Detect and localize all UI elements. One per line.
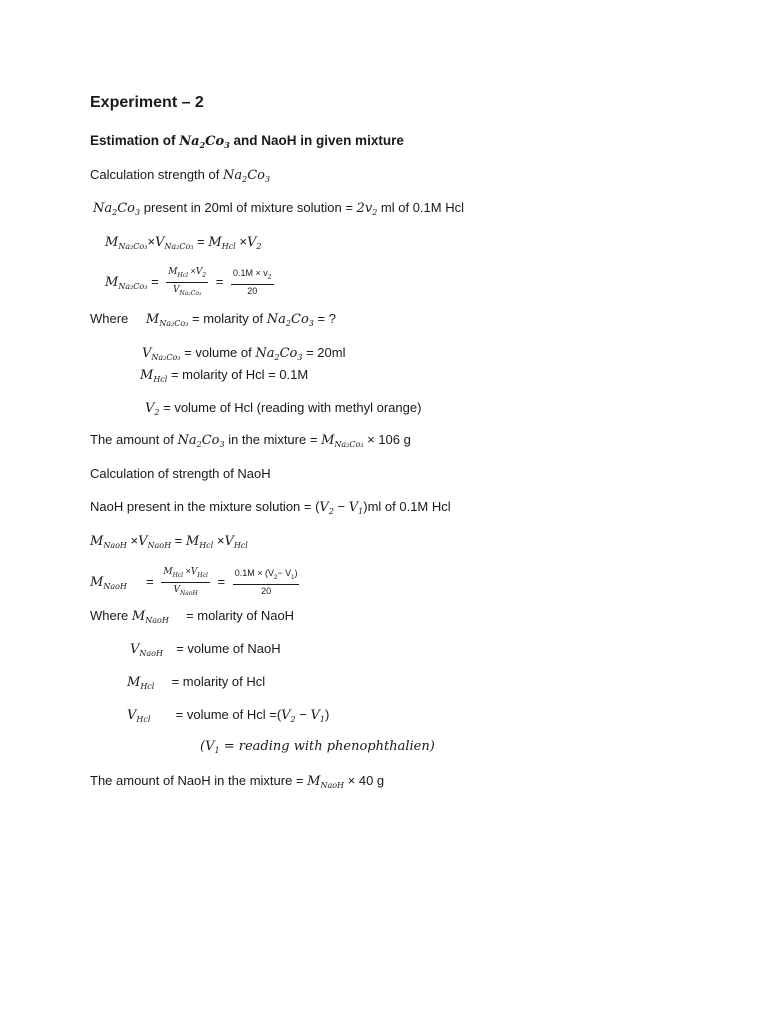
section-heading [90, 132, 404, 154]
vhcl-def: $V_{Hcl}$ = volume of Hcl $=(V_2 - V_1)$ [127, 707, 330, 724]
naoh-present-line: NaoH present in the mixture solution = $(V_2 - V_1)ml$ of 0.1M Hcl [90, 499, 451, 516]
amount-naoh-line: The amount of NaoH in the mixture = $M_{NaoH} \times 40$ g [90, 773, 385, 790]
vnaoh-def: $V_{NaoH}$ = volume of NaoH [130, 641, 281, 658]
mhcl-def: $M_{Hcl}$ = molarity of Hcl = 0.1M [140, 367, 309, 384]
v2-def: $V_2$ = volume of Hcl (reading with methyl orange) [145, 400, 422, 417]
heading-text: and NaoH in given mixture [233, 133, 404, 148]
where-molarity-na2co3: Where $M_{Na_2Co_3}$ = molarity of $Na_2Co_3$ = ? [90, 311, 336, 328]
heading-text: Estimation of [90, 133, 176, 148]
phenolphthalein-note: ($V_1$ = reading with phenophthalien) [200, 739, 435, 755]
calc-naoh-heading: Calculation of strength of NaoH [90, 466, 271, 481]
volume-na2co3-def: $V_{Na_2Co_3}$ = volume of $Na_2Co_3 = 20ml$ [142, 345, 346, 362]
fraction-equation-naoh: $M_{NaoH}$ = $\frac{M_{Hcl} \times V_{Hcl}}{V_{NaoH}}$ = $\frac{0.1M \times (V_2- V_1)}{20}$ [90, 566, 298, 597]
formula-na2co3: $Na_2Co_3$ [179, 134, 230, 150]
page-title: Experiment – 2 [90, 94, 204, 111]
fraction: $\frac{0.1M \times (V_2- V_1)}{20}$ [234, 567, 298, 597]
fraction: $\frac{M_{Hcl} \times V_{Hcl}}{V_{NaoH}}$ [163, 566, 208, 597]
calc-na2co3-heading: Calculation strength of $Na_2Co_3$ [90, 167, 271, 184]
equation-na2co3: $M_{Na_2Co_3}\times V_{Na_2Co_3} = M_{Hcl} \times V_2$ [105, 234, 262, 251]
mhcl2-def: $M_{Hcl}$ = molarity of Hcl [127, 674, 266, 691]
fraction: $\frac{M_{Hcl} \times V_2}{V_{Na_2Co_3}}$ [168, 266, 207, 297]
na2co3-present-line: $Na_2Co_3$ present in 20ml of mixture solution = $2v_2$ ml of 0.1M Hcl [93, 200, 464, 217]
equation-naoh: $M_{NaoH} \times V_{NaoH} = M_{Hcl} \times V_{Hcl}$ [90, 533, 248, 550]
fraction-equation-na2co3: $M_{Na_2Co_3}$ = $\frac{M_{Hcl} \times V_2}{V_{Na_2Co_3}}$ = $\frac{0.1M \times v_2}{20}$ [105, 266, 272, 297]
formula-na2co3: $Na_2Co_3$ [222, 168, 271, 184]
fraction: $\frac{0.1M \times v_2}{20}$ [232, 268, 272, 296]
amount-na2co3-line: The amount of $Na_2Co_3$ in the mixture = $M_{Na_2Co_3} \times 106$ g [90, 432, 411, 449]
where-molarity-naoh: Where $M_{NaoH}$ = molarity of NaoH [90, 608, 295, 625]
